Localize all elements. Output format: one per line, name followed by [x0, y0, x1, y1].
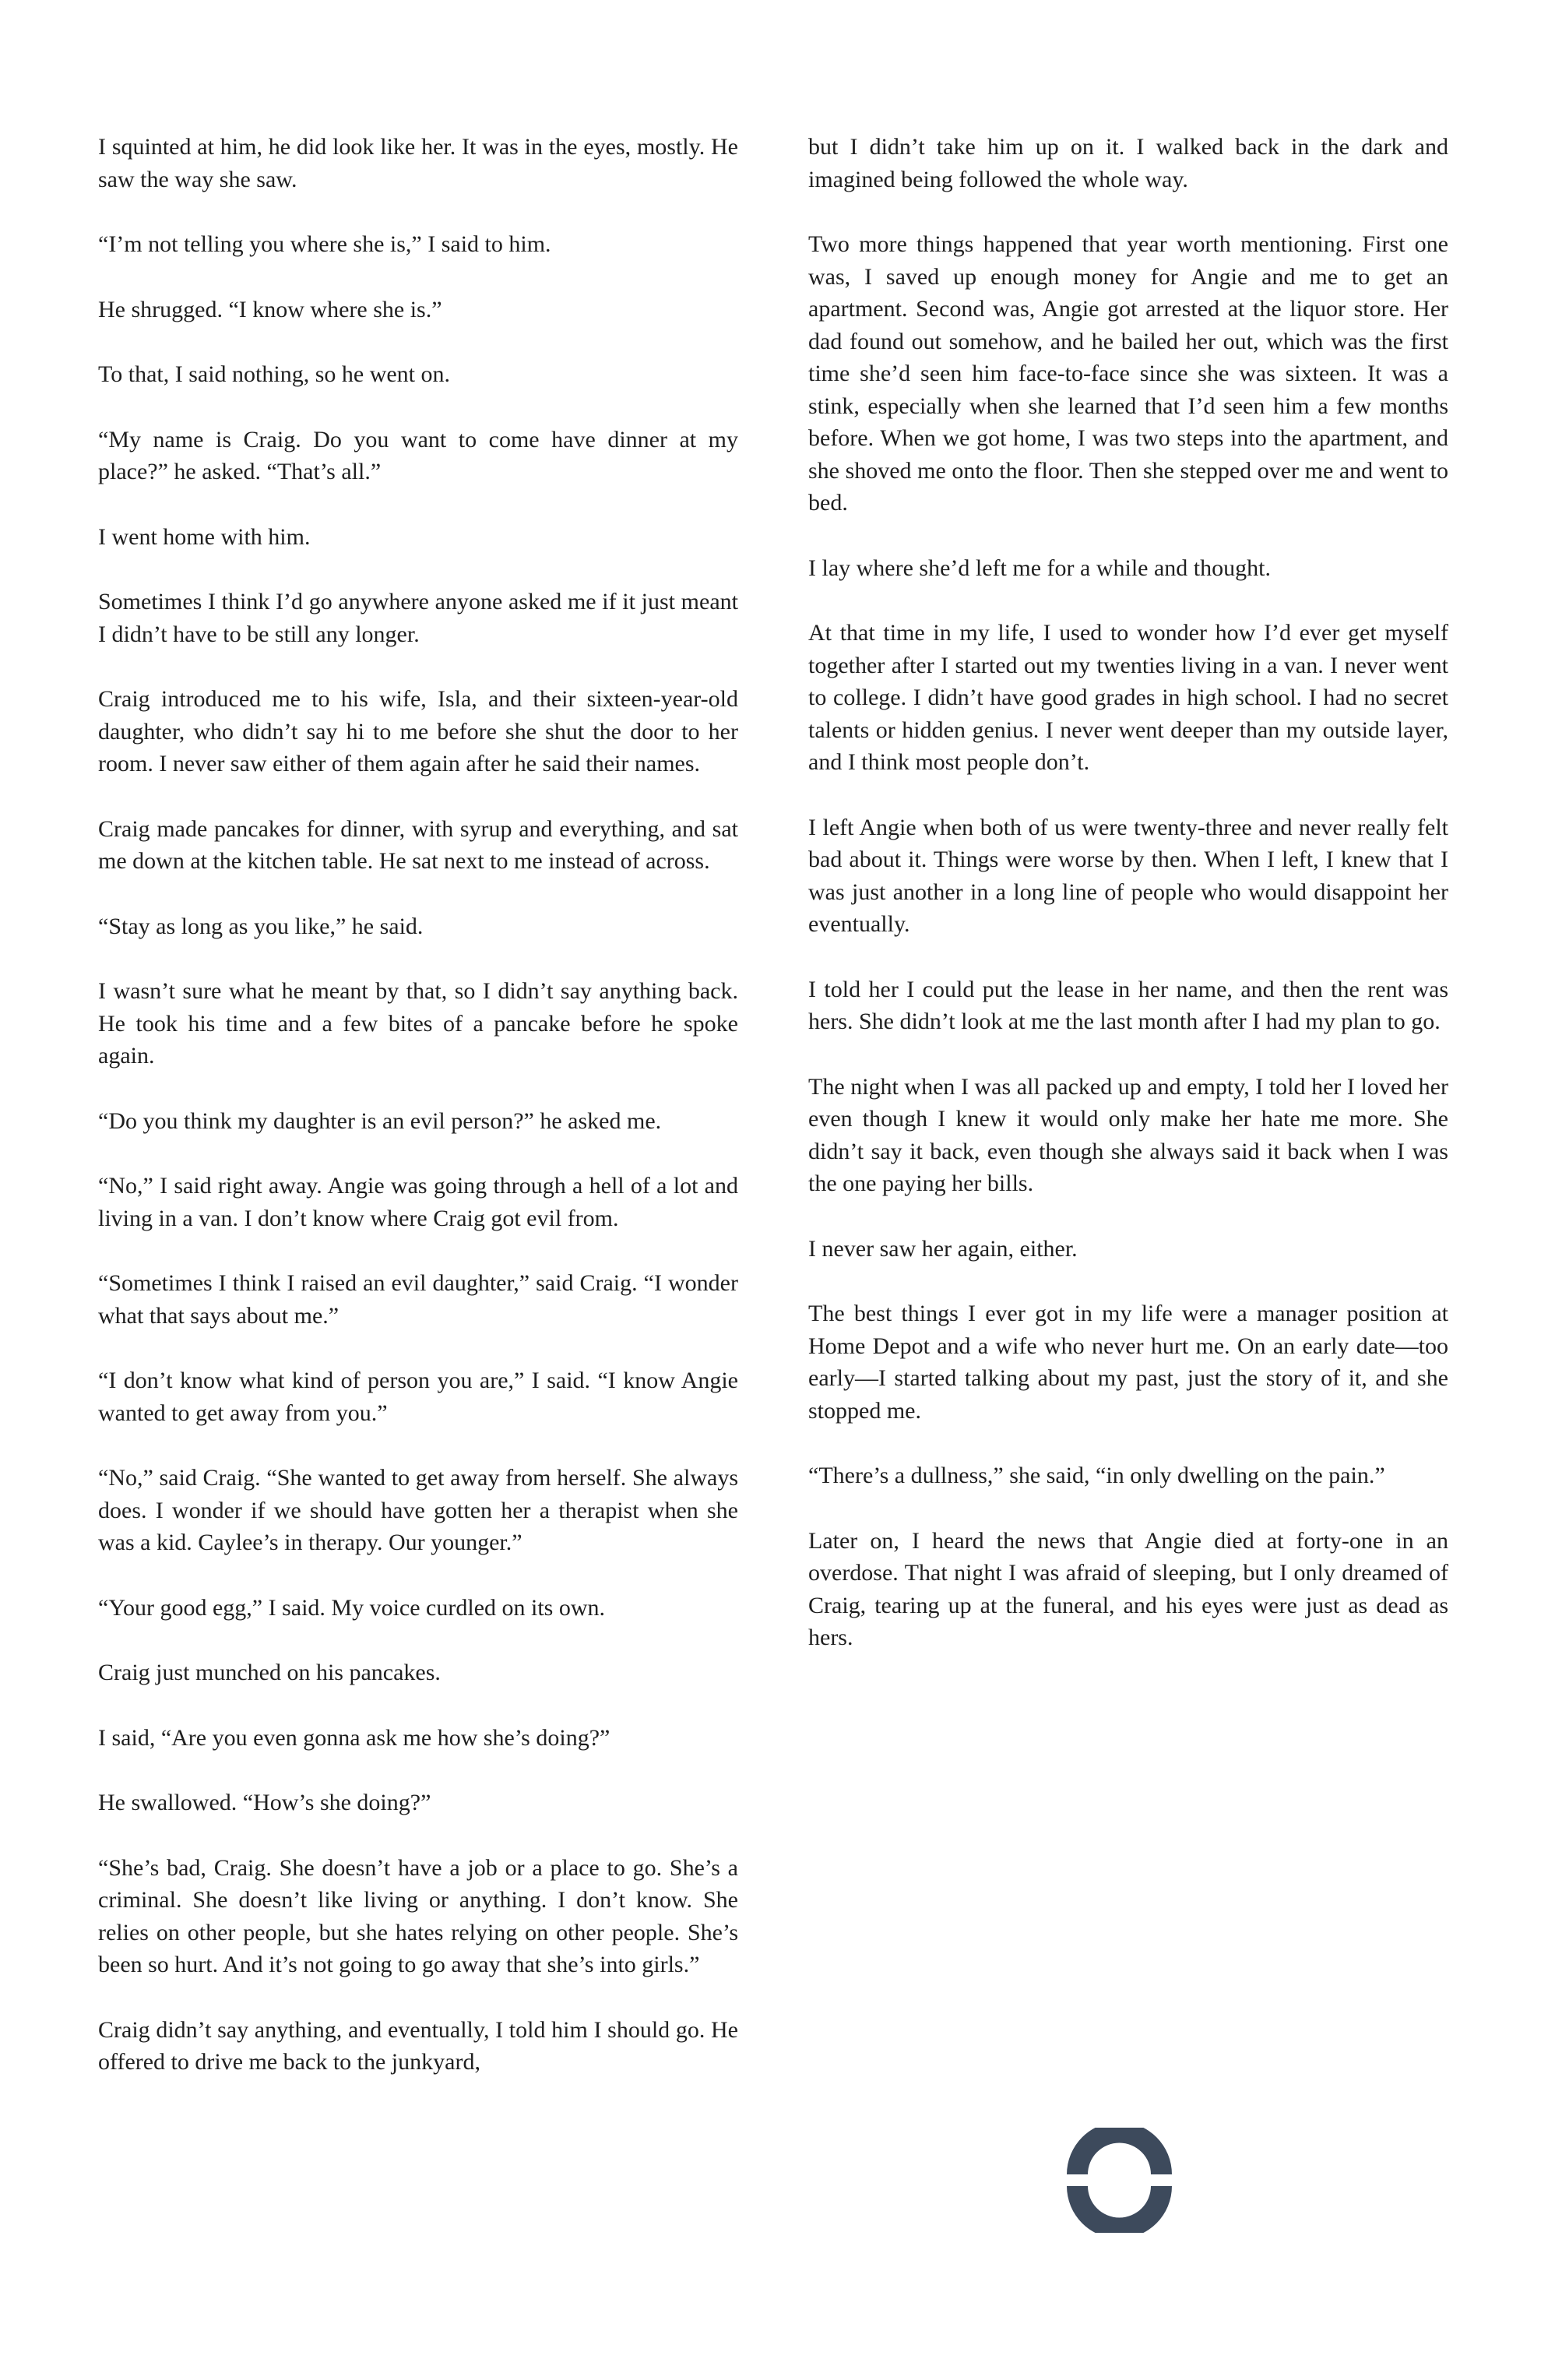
paragraph: “Stay as long as you like,” he said.	[98, 913, 424, 939]
paragraph: “No,” I said right away. Angie was going through a hell of a lot and living in a van. I don’t know where Craig got evil from.	[98, 1173, 738, 1231]
paragraph: I never saw her again, either.	[808, 1235, 1078, 1262]
paragraph: The best things I ever got in my life were a manager position at Home Depot and a wife who never hurt me. On an early date—too early—I started talking about my past, just the story of it, and she stopped me.	[808, 1301, 1448, 1424]
paragraph: “Your good egg,” I said. My voice curdled on its own.	[98, 1594, 606, 1621]
paragraph: “I’m not telling you where she is,” I said to him.	[98, 231, 551, 257]
paragraph: To that, I said nothing, so he went on.	[98, 361, 451, 387]
paragraph: At that time in my life, I used to wonder how I’d ever get myself together after I started out my twenties living in a van. I never went to college. I didn’t have good grades in high school. I had no secret talents or hidden genius. I never went deeper than my outside layer, and I think most people don’t.	[808, 620, 1448, 775]
paragraph: “I don’t know what kind of person you are,” I said. “I know Angie wanted to get away from you.”	[98, 1368, 738, 1426]
paragraph: I wasn’t sure what he meant by that, so I didn’t say anything back. He took his time and a few bites of a pancake before he spoke again.	[98, 978, 738, 1069]
paragraph: The night when I was all packed up and empty, I told her I loved her even though I knew it would only make her hate me more. She didn’t say it back, even though she always said it back when I was the one paying her bills.	[808, 1073, 1448, 1196]
paragraph: I went home with him.	[98, 523, 311, 550]
right-text-column	[808, 131, 1448, 1687]
paragraph: “No,” said Craig. “She wanted to get away from herself. She always does. I wonder if we should have gotten her a therapist when she was a kid. Caylee’s in therapy. Our younger.”	[98, 1465, 738, 1555]
paragraph: I lay where she’d left me for a while and thought.	[808, 555, 1271, 581]
paragraph: Craig didn’t say anything, and eventually, I told him I should go. He offered to drive me back to the junkyard,	[98, 2016, 738, 2075]
paragraph: “Sometimes I think I raised an evil daughter,” said Craig. “I wonder what that says about me.”	[98, 1270, 738, 1329]
paragraph: Later on, I heard the news that Angie died at forty-one in an overdose. That night I was afraid of sleeping, but I only dreamed of Craig, tearing up at the funeral, and his eyes were just as dead as hers.	[808, 1527, 1448, 1650]
paragraph: but I didn’t take him up on it. I walked back in the dark and imagined being followed the whole way.	[808, 134, 1448, 192]
circle-split-logo-icon	[1067, 2128, 1172, 2233]
left-text-column	[98, 131, 738, 2079]
paragraph: “There’s a dullness,” she said, “in only dwelling on the pain.”	[808, 1463, 1385, 1488]
paragraph: Craig made pancakes for dinner, with syrup and everything, and sat me down at the kitchen table. He sat next to me instead of across.	[98, 815, 738, 874]
paragraph: Craig just munched on his pancakes.	[98, 1660, 441, 1685]
paragraph: “Do you think my daughter is an evil person?” he asked me.	[98, 1107, 662, 1134]
paragraph: He swallowed. “How’s she doing?”	[98, 1790, 431, 1815]
logo-bottom-half	[1067, 2186, 1172, 2233]
paragraph: I told her I could put the lease in her name, and then the rent was hers. She didn’t look at me the last month after I had my plan to go.	[808, 976, 1448, 1034]
paragraph: Sometimes I think I’d go anywhere anyone asked me if it just meant I didn’t have to be still any longer.	[98, 589, 738, 647]
paragraph: “She’s bad, Craig. She doesn’t have a job or a place to go. She’s a criminal. She doesn’t like living or anything. I don’t know. She relies on other people, but she hates relying on other people. She’s been so hurt. And it’s not going to go away that she’s into girls.”	[98, 1854, 738, 1977]
paragraph: I left Angie when both of us were twenty-three and never really felt bad about it. Things were worse by then. When I left, I knew that I was just another in a long line of people who would disappoint her eventually.	[808, 814, 1448, 937]
paragraph: I squinted at him, he did look like her. It was in the eyes, mostly. He saw the way she saw.	[98, 134, 738, 192]
paragraph: Craig introduced me to his wife, Isla, and their sixteen-year-old daughter, who didn’t say hi to me before she shut the door to her room. I never saw either of them again after he said their names.	[98, 686, 738, 776]
paragraph: Two more things happened that year worth mentioning. First one was, I saved up enough money for Angie and me to get an apartment. Second was, Angie got arrested at the liquor store. Her dad found out somehow, and he bailed her out, which was the first time she’d seen him face-to-face since she was sixteen. It was a stink, especially when she learned that I’d seen him a few months before. When we got home, I was two steps into the apartment, and she shoved me onto the floor. Then she stepped over me and went to bed.	[808, 231, 1448, 516]
paragraph: I said, “Are you even gonna ask me how she’s doing?”	[98, 1724, 610, 1751]
logo-top-half	[1067, 2128, 1172, 2174]
paragraph: “My name is Craig. Do you want to come have dinner at my place?” he asked. “That’s all.”	[98, 426, 738, 484]
paragraph: He shrugged. “I know where she is.”	[98, 296, 442, 322]
